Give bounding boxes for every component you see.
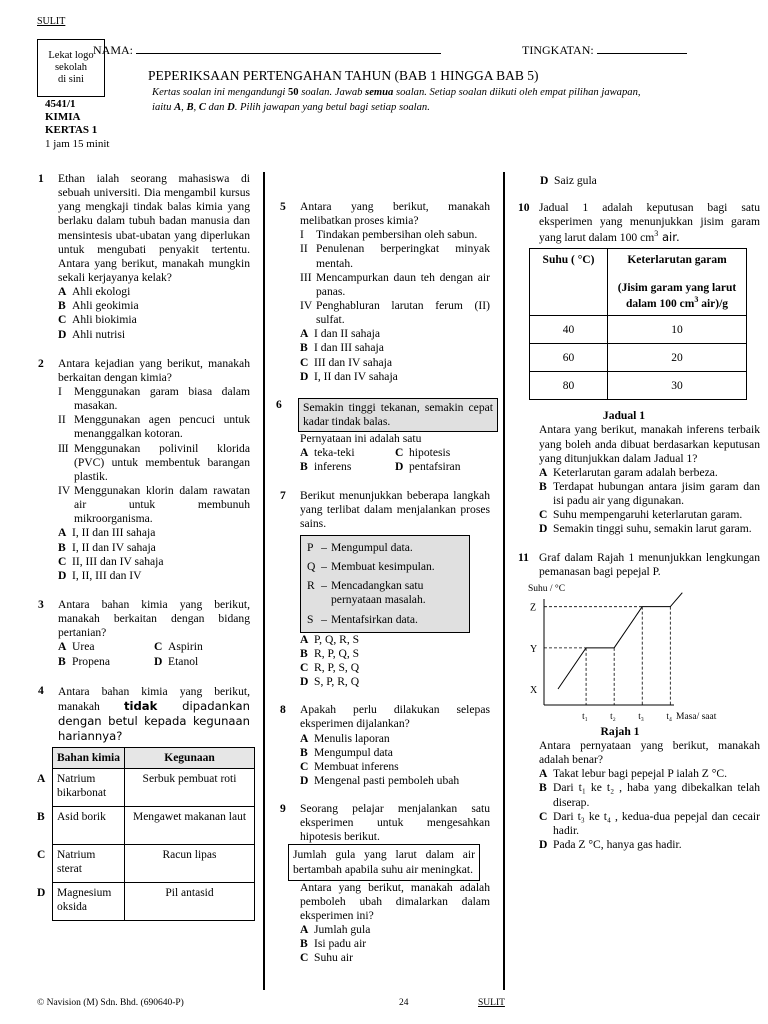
q4-row-d[interactable]: D Magnesium oksida Pil antasid <box>53 882 255 920</box>
question-9: 9 Seorang pelajar menjalankan satu eksperimen untuk mengesahkan hipotesis berikut. Jumlah gula yang larut dalam air bertambah apabila suhu air meningkat. Antara yang berikut, manakah adalah pemboleh ubah dimalarkan dalam eksperimen ini? A Jumlah gula B Isi padu air C Suhu air <box>280 802 490 965</box>
q2-option-b[interactable]: B I, II dan IV sahaja <box>58 540 156 554</box>
paper-number: KERTAS 1 <box>45 124 98 137</box>
column-3 <box>520 174 760 852</box>
q9-option-d[interactable]: D Saiz gula <box>540 174 597 187</box>
name-line[interactable] <box>136 42 441 54</box>
exam-title: PEPERIKSAAN PERTENGAHAN TAHUN (BAB 1 HINGGA BAB 5) <box>148 68 539 83</box>
q9-hypothesis-box: Jumlah gula yang larut dalam air bertambah apabila suhu air meningkat. <box>288 844 480 880</box>
paper-info <box>45 98 109 151</box>
q10-option-d[interactable]: D Semakin tinggi suhu, semakin larut garam. <box>539 522 752 536</box>
q5-option-c[interactable]: C III dan IV sahaja <box>300 355 393 369</box>
table-1-row: 80 30 <box>530 372 747 400</box>
form-line[interactable] <box>597 42 687 54</box>
column-1 <box>38 172 250 921</box>
q5-option-b[interactable]: B I dan III sahaja <box>300 341 384 355</box>
chart-x-tick-label: t₁ <box>582 710 588 721</box>
question-11-body <box>520 739 760 852</box>
q7-step-s: S – Mentafsirkan data. <box>307 612 418 626</box>
q11-option-c[interactable]: C Dari t₃ ke t₄ , kedua-dua pepejal dan cecair hadir. <box>539 809 760 837</box>
q10-option-a[interactable]: A Keterlarutan garam adalah berbeza. <box>539 465 718 479</box>
q7-option-b[interactable]: B R, P, Q, S <box>300 646 360 660</box>
column-divider-2 <box>503 172 505 990</box>
rajah-1-chart <box>522 579 752 729</box>
q3-option-b[interactable]: B Propena <box>58 654 110 668</box>
table-1 <box>529 248 747 400</box>
table-1-row: 40 10 <box>530 316 747 344</box>
q5-item-4: IV Penghabluran larutan ferum (II) sulfat. <box>300 298 490 327</box>
paper-code: 4541/1 <box>45 98 76 110</box>
q5-item-1: I Tindakan pembersihan oleh sabun. <box>300 228 478 242</box>
q8-option-b[interactable]: B Mengumpul data <box>300 745 393 759</box>
q2-option-d[interactable]: D I, II, III dan IV <box>58 568 142 582</box>
q2-item-3: III Menggunakan polivinil klorida (PVC) untuk membentuk barangan plastik. <box>58 441 250 483</box>
question-10: 10 Jadual 1 adalah keputusan bagi satu eksperimen yang menunjukkan jisim garam yang larut dalam 100 $cm^3$ air. <box>518 201 760 245</box>
duration: 1 jam 15 minit <box>45 137 110 150</box>
q4-table <box>37 747 255 921</box>
question-3: 3 Antara bahan kimia yang berikut, manakah berkaitan dengan bidang pertanian? A Urea C Aspirin B Propena D Etanol <box>38 597 250 668</box>
question-11-stem: Graf dalam Rajah 1 menunjukkan lengkungan pemanasan bagi pepejal P. <box>539 550 760 578</box>
q7-option-d[interactable]: D S, P, R, Q <box>300 675 360 689</box>
instructions: Kertas soalan ini mengandungi 50 soalan. Jawab semua soalan. Setiap soalan diikuti oleh empat pilihan jawapan, iaitu A, B, C dan D. Pilih jawapan yang betul bagi setiap soalan. <box>152 87 641 113</box>
q5-option-d[interactable]: D I, II dan IV sahaja <box>300 369 398 383</box>
q2-option-c[interactable]: C II, III dan IV sahaja <box>58 554 164 568</box>
question-9-stem-2: Antara yang berikut, manakah adalah pemboleh ubah dimalarkan dalam eksperimen ini? <box>300 880 490 923</box>
subject: KIMIA <box>45 111 81 124</box>
chart-xlabel: Masa/ saat <box>676 711 717 722</box>
question-6: 6 Semakin tinggi tekanan, semakin cepat kadar tindak balas. Pernyataan ini adalah satu A teka-teki C hipotesis B inferens D pentafsiran <box>280 398 490 475</box>
q6-option-a[interactable]: A teka-teki <box>300 446 355 460</box>
q11-option-d[interactable]: D Pada Z °C, hanya gas hadir. <box>539 837 682 851</box>
question-10-body <box>520 423 760 536</box>
question-2: 2 Antara kejadian yang berikut, manakah berkaitan dengan kimia? I Menggunakan garam biasa dalam masakan. II Menggunakan agen pencuci untuk menanggalkan kotoran. III Menggunakan polivinil klorida (PVC) untuk membentuk barangan plastik. IV Menggunakan klorin dalam rawatan air untuk membunuh mikroorganisma. A I, II dan III sahaja B I, II dan IV sahaja C II, III dan IV sahaja D I, II, III dan IV <box>38 356 250 582</box>
question-5-stem: Antara yang berikut, manakah melibatkan proses kimia? <box>300 200 490 228</box>
q5-item-2: II Penulenan berperingkat minyak mentah. <box>300 242 490 270</box>
question-1-stem: Ethan ialah seorang mahasiswa di sebuah universiti. Dia mengambil kursus yang mengkaji tindak balas kimia yang berlaku dalam tubuh badan manusia dan mensintesis ubat-ubatan yang diperlukan untuk mengubati penyakit tertentu. Antara yang berikut, manakah mungkin sekali kerjayanya kelak? <box>58 172 250 284</box>
q7-step-r: R – Mencadangkan satu pernyataan masalah. <box>307 579 426 607</box>
form-label: TINGKATAN: <box>522 43 594 57</box>
q6-option-c[interactable]: C hipotesis <box>395 446 451 460</box>
question-1: 1 Ethan ialah seorang mahasiswa di sebuah universiti. Dia mengambil kursus yang mengkaji tindak balas kimia yang berlaku dalam tubuh badan manusia dan mensintesis ubat-ubatan yang diperlukan untuk mengubati penyakit tertentu. Antara yang berikut, manakah mungkin sekali kerjayanya kelak? A Ahli ekologi B Ahli geokimia C Ahli biokimia D Ahli nutrisi <box>38 172 250 341</box>
q9-option-b[interactable]: B Isi padu air <box>300 937 367 951</box>
question-11: 11 Graf dalam Rajah 1 menunjukkan lengkungan pemanasan bagi pepejal P. <box>518 550 760 578</box>
q4-row-c[interactable]: C Natrium sterat Racun lipas <box>53 844 255 882</box>
q2-option-a[interactable]: A I, II dan III sahaja <box>58 526 156 540</box>
question-9-stem: Seorang pelajar menjalankan satu eksperimen untuk mengesahkan hipotesis berikut. <box>300 802 490 844</box>
question-11-stem-2: Antara pernyataan yang berikut, manakah adalah benar? <box>539 738 760 767</box>
q4-header-bahan: Bahan kimia <box>53 747 125 768</box>
chart-y-tick-label: Y <box>530 643 538 655</box>
q3-option-a[interactable]: A Urea <box>58 640 95 654</box>
q4-header-kegunaan: Kegunaan <box>125 747 255 768</box>
chart-curve <box>558 593 682 689</box>
question-8: 8 Apakah perlu dilakukan selepas eksperimen dijalankan? A Menulis laporan B Mengumpul data C Membuat inferens D Mengenal pasti pemboleh ubah <box>280 703 490 787</box>
q8-option-d[interactable]: D Mengenal pasti pemboleh ubah <box>300 773 460 787</box>
chart-y-tick-label: Z <box>530 602 537 614</box>
chart-x-tick-label: t₃ <box>638 710 644 721</box>
q10-option-c[interactable]: C Suhu mempengaruhi keterlarutan garam. <box>539 508 743 522</box>
q2-item-1: I Menggunakan garam biasa dalam masakan. <box>58 384 250 413</box>
q11-option-b[interactable]: B Dari t₁ ke t₂ , haba yang dibekalkan telah diserap. <box>539 781 760 809</box>
question-6-stem: Pernyataan ini adalah satu <box>300 432 422 446</box>
table-1-caption: Jadual 1 <box>602 409 646 423</box>
question-5: 5 Antara yang berikut, manakah melibatkan proses kimia? I Tindakan pembersihan oleh sabun. II Penulenan berperingkat minyak mentah. III Mencampurkan daun teh dengan air panas. IV Penghabluran larutan ferum (II) sulfat. A I dan II sahaja B I dan III sahaja C III dan IV sahaja D I, II dan IV sahaja <box>280 200 490 383</box>
q3-option-d[interactable]: D Etanol <box>154 654 199 668</box>
question-10-stem: Jadual 1 adalah keputusan bagi satu eksperimen yang menunjukkan jisim garam yang larut dalam 100 $cm^3$ air. <box>539 201 760 245</box>
question-8-stem: Apakah perlu dilakukan selepas eksperimen dijalankan? <box>300 703 490 731</box>
chart-y-tick-label: X <box>530 684 538 696</box>
question-7-stem: Berikut menunjukkan beberapa langkah yang terlibat dalam menjalankan proses sains. <box>300 488 490 530</box>
school-logo-placeholder: Lekat logo sekolah di sini <box>37 39 105 97</box>
q5-option-a[interactable]: A I dan II sahaja <box>300 327 380 341</box>
question-4-stem: Antara bahan kimia yang berikut, manakah tidak dipadankan dengan betul kepada kegunaan hariannya? <box>58 684 250 743</box>
footer-publisher: © Navision (M) Sdn. Bhd. (690640-P) <box>37 998 184 1008</box>
chart-x-tick-label: t₂ <box>610 710 616 721</box>
q7-step-q: Q – Membuat kesimpulan. <box>307 560 435 574</box>
q7-steps-box <box>300 535 470 633</box>
question-7: 7 Berikut menunjukkan beberapa langkah yang terlibat dalam menjalankan proses sains. P – Mengumpul data. Q – Membuat kesimpulan. R – Mencadangkan satu pernyataan masalah. S – Mentafsirkan data. A P, Q, R, S B R, P, Q, S C R, P, S, Q D S, P, R, Q <box>280 488 490 689</box>
q9-option-c[interactable]: C Suhu air <box>300 951 353 965</box>
q4-row-b[interactable]: B Asid borik Mengawet makanan laut <box>53 806 255 844</box>
question-4: 4 Antara bahan kimia yang berikut, manakah tidak dipadankan dengan betul kepada kegunaan hariannya? <box>38 683 250 743</box>
table-1-header-keterlarutan: Keterlarutan garam (Jisim garam yang larut dalam 100 $cm^3$ air)/g <box>608 249 747 316</box>
q7-option-c[interactable]: C R, P, S, Q <box>300 660 360 674</box>
q1-option-a[interactable]: A Ahli ekologi <box>58 285 131 299</box>
q7-step-p: P – Mengumpul data. <box>307 540 413 554</box>
name-field[interactable] <box>93 42 441 58</box>
column-2 <box>276 200 493 966</box>
q6-statement-box: Semakin tinggi tekanan, semakin cepat kadar tindak balas. <box>298 398 498 432</box>
q5-item-3: III Mencampurkan daun teh dengan air panas. <box>300 270 490 298</box>
q10-option-b[interactable]: B Terdapat hubungan antara jisim garam dan isi padu air yang digunakan. <box>539 480 760 508</box>
chart-ylabel: Suhu / °C <box>528 583 566 594</box>
rajah-1-caption: Rajah 1 <box>600 724 640 738</box>
q6-option-d[interactable]: D pentafsiran <box>395 460 461 474</box>
q6-option-b[interactable]: B inferens <box>300 460 352 474</box>
footer-page-number: 24 <box>399 998 409 1008</box>
table-1-row: 60 20 <box>530 344 747 372</box>
q8-option-a[interactable]: A Menulis laporan <box>300 731 390 745</box>
q1-option-c[interactable]: C Ahli biokimia <box>58 313 137 327</box>
chart-x-tick-label: t₄ <box>666 710 672 721</box>
q11-option-a[interactable]: A Takat lebur bagi pepejal P ialah Z °C. <box>539 767 728 781</box>
q9-option-a[interactable]: A Jumlah gula <box>300 923 371 937</box>
sulit-label-top: SULIT <box>37 16 66 27</box>
q2-item-4: IV Menggunakan klorin dalam rawatan air untuk membunuh mikroorganisma. <box>58 483 250 526</box>
q4-row-a[interactable]: A Natrium bikarbonat Serbuk pembuat roti <box>53 768 255 806</box>
q1-option-b[interactable]: B Ahli geokimia <box>58 299 139 313</box>
footer-sulit: SULIT <box>478 998 505 1008</box>
q2-item-2: II Menggunakan agen pencuci untuk menanggalkan kotoran. <box>58 413 250 441</box>
table-1-header-suhu: Suhu ( °C) <box>530 249 608 316</box>
name-label: NAMA: <box>93 43 134 57</box>
q3-option-c[interactable]: C Aspirin <box>154 640 203 654</box>
column-divider-1 <box>263 172 265 990</box>
q7-option-a[interactable]: A P, Q, R, S <box>300 632 360 646</box>
q1-option-d[interactable]: D Ahli nutrisi <box>58 327 126 341</box>
question-3-stem: Antara bahan kimia yang berikut, manakah berkaitan dengan bidang pertanian? <box>58 597 250 640</box>
question-2-stem: Antara kejadian yang berikut, manakah berkaitan dengan kimia? <box>58 356 250 384</box>
question-10-stem-2: Antara yang berikut, manakah inferens terbaik yang boleh anda dibuat berdasarkan keputusan yang ditunjukkan dalam Jadual 1? <box>539 423 760 465</box>
form-field[interactable] <box>522 42 687 58</box>
q8-option-c[interactable]: C Membuat inferens <box>300 759 399 773</box>
